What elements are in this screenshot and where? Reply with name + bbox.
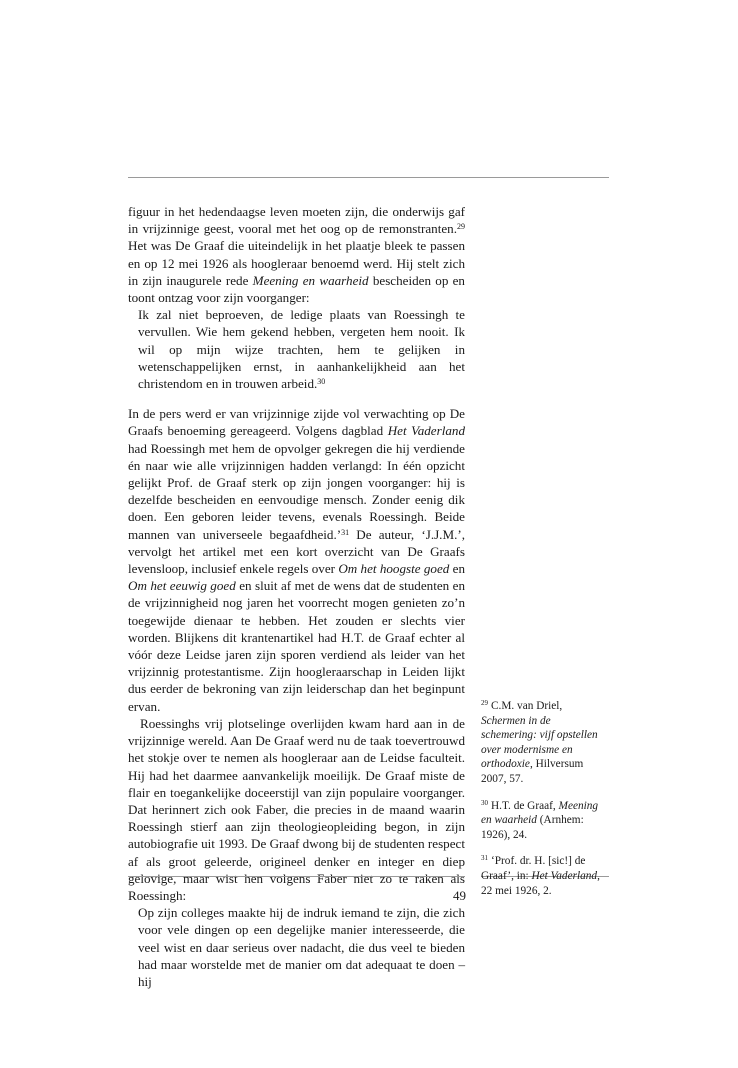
italic-text: Meening en waarheid <box>252 272 369 288</box>
text-run: In de pers werd er van vrijzinnige zijde vol verwachting op De Graafs benoeming gereageerd. Volgens dagblad <box>128 406 465 439</box>
text-run: H.T. de Graaf, <box>491 799 559 812</box>
footnote-marker: 30 <box>317 377 326 387</box>
text-run: Het was De Graaf die uiteindelijk in het plaatje bleek te passen en op 12 mei 1926 als hoogleraar benoemd werd. Hij stelt zich in zijn inaugurele rede <box>128 238 465 288</box>
text-run: bescheiden op en toont ontzag voor zijn voorganger: <box>128 272 465 306</box>
text-run: C.M. van Driel, <box>491 700 563 712</box>
footnotes-column <box>481 699 609 910</box>
italic-text: Meening en waarheid <box>481 799 599 827</box>
text-run: , Hilversum 2007, 57. <box>481 758 584 785</box>
text-run: figuur in het hedendaagse leven moeten zijn, die onderwijs gaf in vrijzinnige geest, vooral met het oog op de remonstranten. <box>128 204 465 237</box>
text-run: (Arnhem: 1926), 24. <box>481 814 584 841</box>
text-run: Op zijn colleges maakte hij de indruk iemand te zijn, die zich voor vele dingen op een degelijke manier interesseerde, die veel wist en daar serieus over nadacht, die dus veel te bieden had maar worstelde met de manier om dat adequaat te doen – hij <box>138 905 465 989</box>
footnote-marker: 31 <box>341 527 350 537</box>
text-run: Ik zal niet beproeven, de ledige plaats van Roessingh te vervullen. Wie hem gekend hebben, vergeten hem nooit. Ik wil op mijn wijze trachten, hem te gelijken in wetenschappelijken ernst, in aanhankelijkheid aan het christendom en in trouwen arbeid. <box>138 307 465 392</box>
footnote-30 <box>481 799 609 843</box>
footnote-29 <box>481 699 609 787</box>
italic-text: Het Vaderland <box>531 869 598 882</box>
footnote-number: 30 <box>481 798 488 807</box>
italic-text: Om het eeuwig goed <box>128 578 236 594</box>
paragraph-1 <box>128 203 465 306</box>
text-run: Roessinghs vrij plotselinge overlijden kwam hard aan in de vrijzinnige wereld. Aan De Graaf werd nu de taak toevertrouwd het stokje over te nemen als hoogleraar aan de Leidse faculteit. Hij had het daarmee aanvankelijk moeilijk. De Graaf miste de flair en toegankelijke doceerstijl van zijn populaire voorganger. Dat herinnert zich ook Faber, die precies in de maand waarin Roessingh stierf aan zijn theologieopleiding begon, in zijn autobiografie uit 1993. De Graaf dwong bij de studenten respect af als groot geleerde, origineel denker en integer en diep gelovige, maar wist hen volgens Faber niet zo te raken als Roessingh: <box>128 715 465 903</box>
footnote-31 <box>481 854 609 898</box>
main-text-column <box>128 203 465 990</box>
text-run: , 22 mei 1926, 2. <box>481 869 600 897</box>
footnote-number: 31 <box>481 854 488 863</box>
text-run: De auteur, ‘J.J.M.’, vervolgt het artikel met een kort overzicht van De Graafs levensloop, inclusief enkele regels over <box>128 526 466 577</box>
paragraph-2 <box>128 405 465 715</box>
text-run: had Roessingh met hem de opvolger gekregen die hij verdiende én naar wie alle vrijzinnigen hadden verlangd: In één opzicht gelijkt Prof. de Graaf sterk op zijn jongen voorganger: hij is dezelfde bescheiden en eenvoudige mensch. Zonder eenig dik doen. Een geboren leider tevens, evenals Roessingh. Beide mannen van universeele begaafdheid.’ <box>128 440 465 542</box>
bottom-rule-main <box>128 876 465 877</box>
text-run: en sluit af met de wens dat de studenten en de vrijzinnigheid nog jaren het voorrecht mogen genieten zo’n toegewijde dienaar te hebben. Het zouden er slechts vier worden. Blijkens dit krantenartikel had H.T. de Graaf echter al vóór deze Leidse jaren zijn sporen verdiend als leider van het vrijzinnig protestantisme. Zijn hoogleraarschap in Leiden lijkt dus eerder de bekroning van zijn leiderschap dan het beginpunt ervan. <box>128 578 465 714</box>
page-number: 49 <box>453 888 466 903</box>
italic-text: Schermen in de schemering: vijf opstellen over modernisme en orthodoxie <box>481 714 598 771</box>
block-quote-2 <box>128 904 465 990</box>
footnote-number: 29 <box>481 699 488 707</box>
italic-text: Het Vaderland <box>387 423 465 439</box>
footnote-marker: 29 <box>457 222 465 232</box>
italic-text: Om het hoogste goed <box>338 561 450 577</box>
block-quote-1 <box>128 306 465 392</box>
text-run: ‘Prof. dr. H. [sic!] de Graaf’, in: <box>481 855 586 882</box>
text-run: en <box>449 561 465 577</box>
top-rule <box>128 177 609 178</box>
